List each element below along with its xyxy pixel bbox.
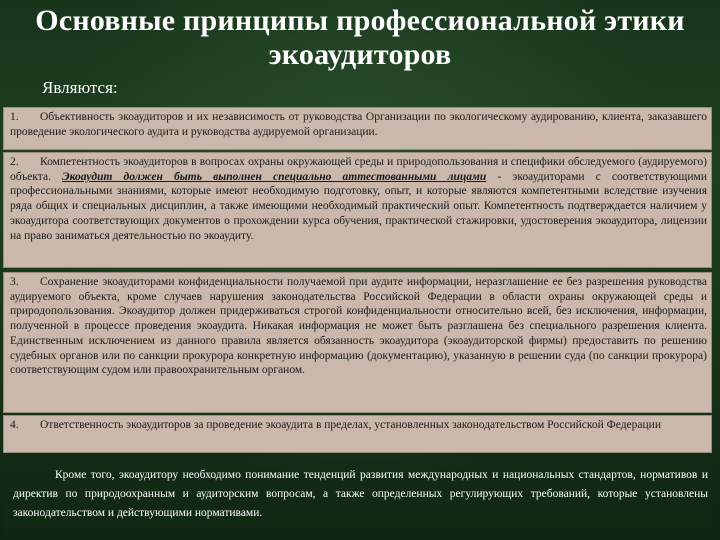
item-number: 3. (10, 276, 19, 288)
item-text: Сохранение экоаудиторами конфиденциальности получаемой при аудите информации, неразглашение ее без разрешения руководства аудируемого объекта, кроме случаев нарушения законодательства Российской Федерации в области охраны окружающей среды и природопользования. Экоаудитор должен придерживаться строгой конфиденциальности относительно всей, без исключения, информации, полученной в процессе проведения экоаудита. Никакая информация не может быть разглашена без специального разрешения клиента. Единственным исключением из данного правила является обязанность экоаудитора (экоаудиторской фирмы) предоставить по решению судебных органов или по санкции прокурора конкретную информацию (документацию), указанную в решении суда (по санкции прокурора) соответствующим судом или правоохранительным органом. (10, 276, 707, 377)
item-text-continued: - экоаудиторами с соответствующими профессиональными знаниями, которые имеют необходимую подготовку, опыт, и которые являются компетентными вследствие изучения ряда общих и специальных дисциплин, а также имеющими необходимый практический опыт. Компетентность подтверждается наличием у экоаудитора соответствующих документов о прохождении курса обучения, практической стажировки, удостоверения экоаудитора, лицензии на право заниматься деятельностью по экоаудиту. (10, 170, 707, 242)
item-number: 2. (10, 156, 19, 168)
principle-item-2 (3, 152, 712, 268)
item-text: Компетентность экоаудиторов в вопросах охраны окружающей среды и природопользования и специфики обследуемого (аудируемого) объекта. (10, 156, 707, 183)
item-text: Объективность экоаудиторов и их независимость от руководства Организации по экологическому аудированию, клиента, заказавшего проведение экологического аудита и руководства аудируемой организации. (10, 111, 707, 138)
item-number: 4. (10, 419, 19, 431)
item-text: Ответственность экоаудиторов за проведение экоаудита в пределах, установленных законодательством Российской Федерации (40, 419, 661, 431)
item-emphasis: Экоаудит должен быть выполнен специально аттестованными лицами (62, 170, 487, 183)
item-number: 1. (10, 111, 19, 123)
subtitle: Являются: (42, 78, 118, 97)
principle-item-1 (3, 107, 712, 150)
principle-item-4 (3, 415, 712, 453)
footer-note: Кроме того, экоаудитору необходимо понимание тенденций развития международных и национальных стандартов, нормативов и директив по природоохранным и аудиторским вопросам, а также определенных регулирующих требований, которые установлены законодательством и действующими нормативами. (13, 469, 708, 519)
slide-title: Основные принципы профессиональной этики экоаудиторов (35, 4, 685, 71)
principle-item-3 (3, 272, 712, 413)
